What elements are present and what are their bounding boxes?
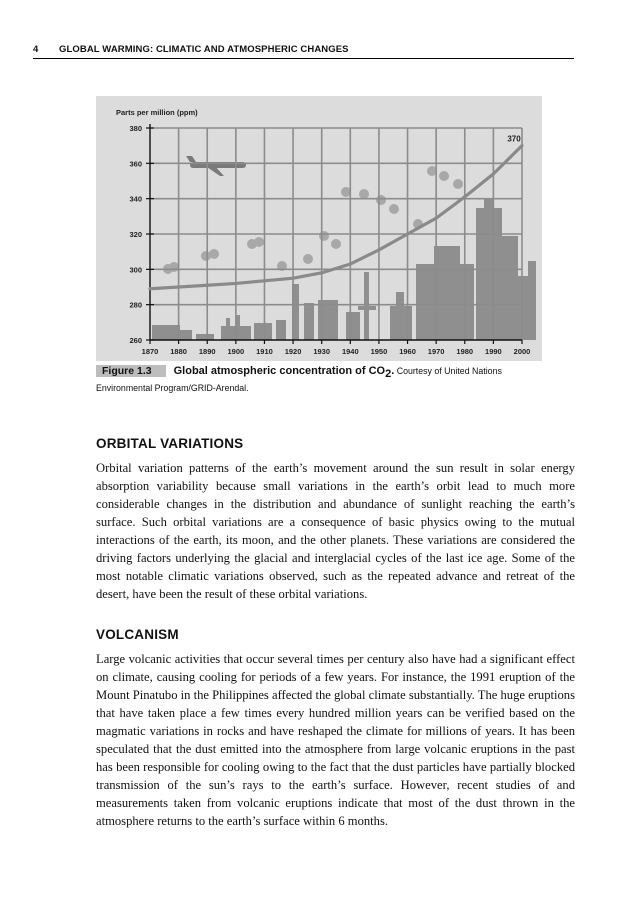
figure-caption <box>96 364 556 395</box>
co2-data-point <box>148 287 151 290</box>
figure-title-subscript: 2 <box>385 367 392 380</box>
co2-data-point <box>320 271 323 274</box>
x-tick-label: 1870 <box>141 347 159 356</box>
heading-orbital-variations: ORBITAL VARIATIONS <box>96 436 244 451</box>
x-tick-label: 1910 <box>256 347 273 356</box>
x-tick-label: 1980 <box>456 347 474 356</box>
figure-title: Global atmospheric concentration of CO <box>173 365 386 377</box>
paragraph-volcanism: Large volcanic activities that occur several times per century also have had a significant effect on climate, causing cooling for periods of a few years. For instance, the 1991 eruption of the Mount Pinatubo in the Philippines affected the global climate substantially. The huge eruptions that have taken place a few times every hundred million years can be verified based on the magmatic variations in rocks and have reshaped the climate for millions of years. It has been speculated that the dust emitted into the atmosphere from large volcanic eruptions in the past has been responsible for cooling owing to the fact that the dust particles have partially blocked transmission of the sun’s rays to the earth’s surface. However, recent studies of and measurements taken from volcanic eruptions indicate that most of the dust thrown in the atmosphere returns to the earth’s surface within 6 months. <box>96 652 575 828</box>
co2-data-point <box>463 195 466 198</box>
x-tick-label: 1940 <box>341 347 359 356</box>
y-tick-label: 360 <box>129 159 142 169</box>
x-tick-label: 1970 <box>427 347 445 356</box>
figure-credit-1: Courtesy of United Nations <box>396 366 502 376</box>
x-tick-label: 1890 <box>198 347 216 356</box>
co2-data-point <box>492 172 495 175</box>
y-tick-label: 380 <box>129 124 142 133</box>
page-number: 4 <box>33 44 39 55</box>
paragraph-orbital-variations: Orbital variation patterns of the earth’s movement around the sun result in solar energy absorption variability because small variations in the earth’s orbit lead to much more considerable changes in the distribution and abundance of sunlight reaching the earth’s surface. Such orbital variations are a consequence of basic physics owing to the mutual interactions of the earth, its moon, and the other planets. These variations are considered the driving factors underlying the glacial and interglacial cycles of the last ice age. Some of the most notable climatic variations observed, such as the repeated advance and retreat of the desert, have been the result of these orbital variations. <box>96 461 575 601</box>
y-tick-label: 260 <box>129 336 142 345</box>
y-axis-label: Parts per million (ppm) <box>116 108 198 117</box>
x-tick-label: 1880 <box>170 347 187 356</box>
running-header <box>33 44 574 59</box>
x-tick-label: 1960 <box>399 347 416 356</box>
co2-data-point <box>263 279 266 282</box>
x-tick-label: 2000 <box>513 347 531 356</box>
co2-data-point <box>435 217 438 220</box>
value-annotation-370: 370 <box>507 134 521 144</box>
co2-data-point <box>520 144 523 147</box>
co2-data-point <box>206 284 209 287</box>
co2-chart <box>96 96 542 361</box>
figure-label: Figure 1.3 <box>96 365 166 377</box>
y-tick-label: 280 <box>129 300 142 310</box>
y-tick-label: 320 <box>129 230 142 239</box>
x-tick-label: 1950 <box>370 347 388 356</box>
x-tick-label: 1930 <box>313 347 331 356</box>
y-tick-label: 300 <box>129 265 142 275</box>
co2-data-point <box>349 262 352 265</box>
co2-data-point <box>406 232 409 235</box>
co2-data-point <box>377 248 380 251</box>
figure-title-end: . <box>391 365 395 377</box>
x-tick-label: 1920 <box>284 347 302 356</box>
x-tick-label: 1900 <box>227 347 245 356</box>
x-tick-label: 1990 <box>485 347 502 356</box>
y-tick-label: 340 <box>129 194 142 204</box>
co2-data-point <box>177 285 180 288</box>
figure-credit-2: Environmental Program/GRID-Arendal. <box>96 382 249 393</box>
running-title: GLOBAL WARMING: CLIMATIC AND ATMOSPHERIC CHANGES <box>59 44 349 55</box>
co2-data-point <box>234 282 237 285</box>
co2-data-point <box>291 277 294 280</box>
heading-volcanism: VOLCANISM <box>96 627 179 642</box>
